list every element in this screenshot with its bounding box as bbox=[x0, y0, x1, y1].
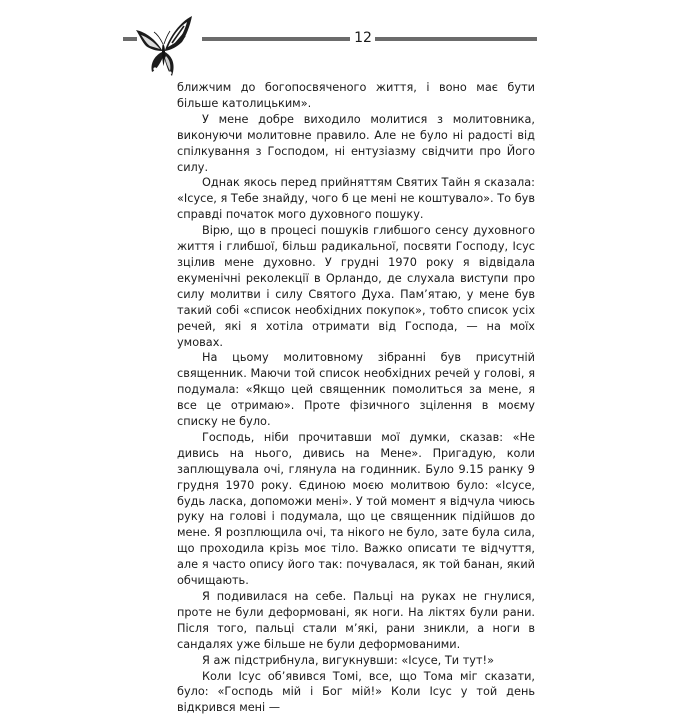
page-header bbox=[0, 0, 680, 82]
paragraph: Господь, ніби прочитавши мої думки, сказав: «Не дивись на нього, дивись на Мене». Пригадую, коли заплющувала очі, глянула на годинник. Було 9.15 ранку 9 грудня 1970 року. Єдиною моєю молитвою було: «Ісусе, будь ласка, допоможи мені». У той момент я відчула чиюсь руку на голові і подумала, що це священник підійшов до мене. Я розплющила очі, та нікого не було, зате була сила, що проходила крізь моє тіло. Важко описати те відчуття, але я часто опису його так: почувалася, як той банан, який обчищають. bbox=[177, 430, 535, 588]
paragraph: Я аж підстрибнула, вигукнувши: «Ісусе, Ти тут!» bbox=[202, 653, 494, 667]
butterfly-icon bbox=[132, 14, 210, 80]
page-body bbox=[177, 80, 535, 716]
paragraph: Вірю, що в процесі пошуків глибшого сенсу духовного життя і глибшої, більш радикальної, посвяти Господу, Ісус зцілив мене духовно. У грудні 1970 року я відвідала екуменічні реколекції в Орландо, де слухала виступи про силу молитви і силу Святого Духа. Пам’ятаю, у мене був такий собі «список необхідних покупок», тобто список усіх речей, які я хотіла отримати від Господа, — на моїх умовах. bbox=[177, 224, 535, 349]
paragraph: Однак якось перед прийняттям Святих Тайн я сказала: «Ісусе, я Тебе знайду, чого б це мені не коштувало». То був справді початок мого духовного пошуку. bbox=[177, 176, 535, 222]
page-number: 12 bbox=[354, 30, 372, 46]
paragraph: Коли Ісус об’явився Томі, все, що Тома міг сказати, було: «Господь мій і Бог мій!» Коли Ісус у той день відкрився мені — bbox=[177, 669, 535, 715]
paragraph: Я подивилася на себе. Пальці на руках не гнулися, проте не були деформовані, як ноги. На ліктях були рани. Після того, пальці стали м’які, рани зникли, а ноги в сандалях уже більше не були деформованими. bbox=[177, 590, 535, 651]
header-rule-right bbox=[375, 37, 537, 41]
paragraph: На цьому молитовному зібранні був присутній священник. Маючи той список необхідних речей у голові, я подумала: «Якщо цей священник помолиться за мене, я все це отримаю». Проте фізичного зцілення в моєму списку не було. bbox=[177, 351, 535, 429]
paragraph: ближчим до богопосвяченого життя, і воно має бути більше католицьким». bbox=[177, 81, 535, 110]
header-rule-middle bbox=[202, 37, 350, 41]
paragraph: У мене добре виходило молитися з молитовника, виконуючи молитовне правило. Але не було ні радості від спілкування з Господом, ні ентузіазму свідчити про Його силу. bbox=[177, 112, 535, 174]
